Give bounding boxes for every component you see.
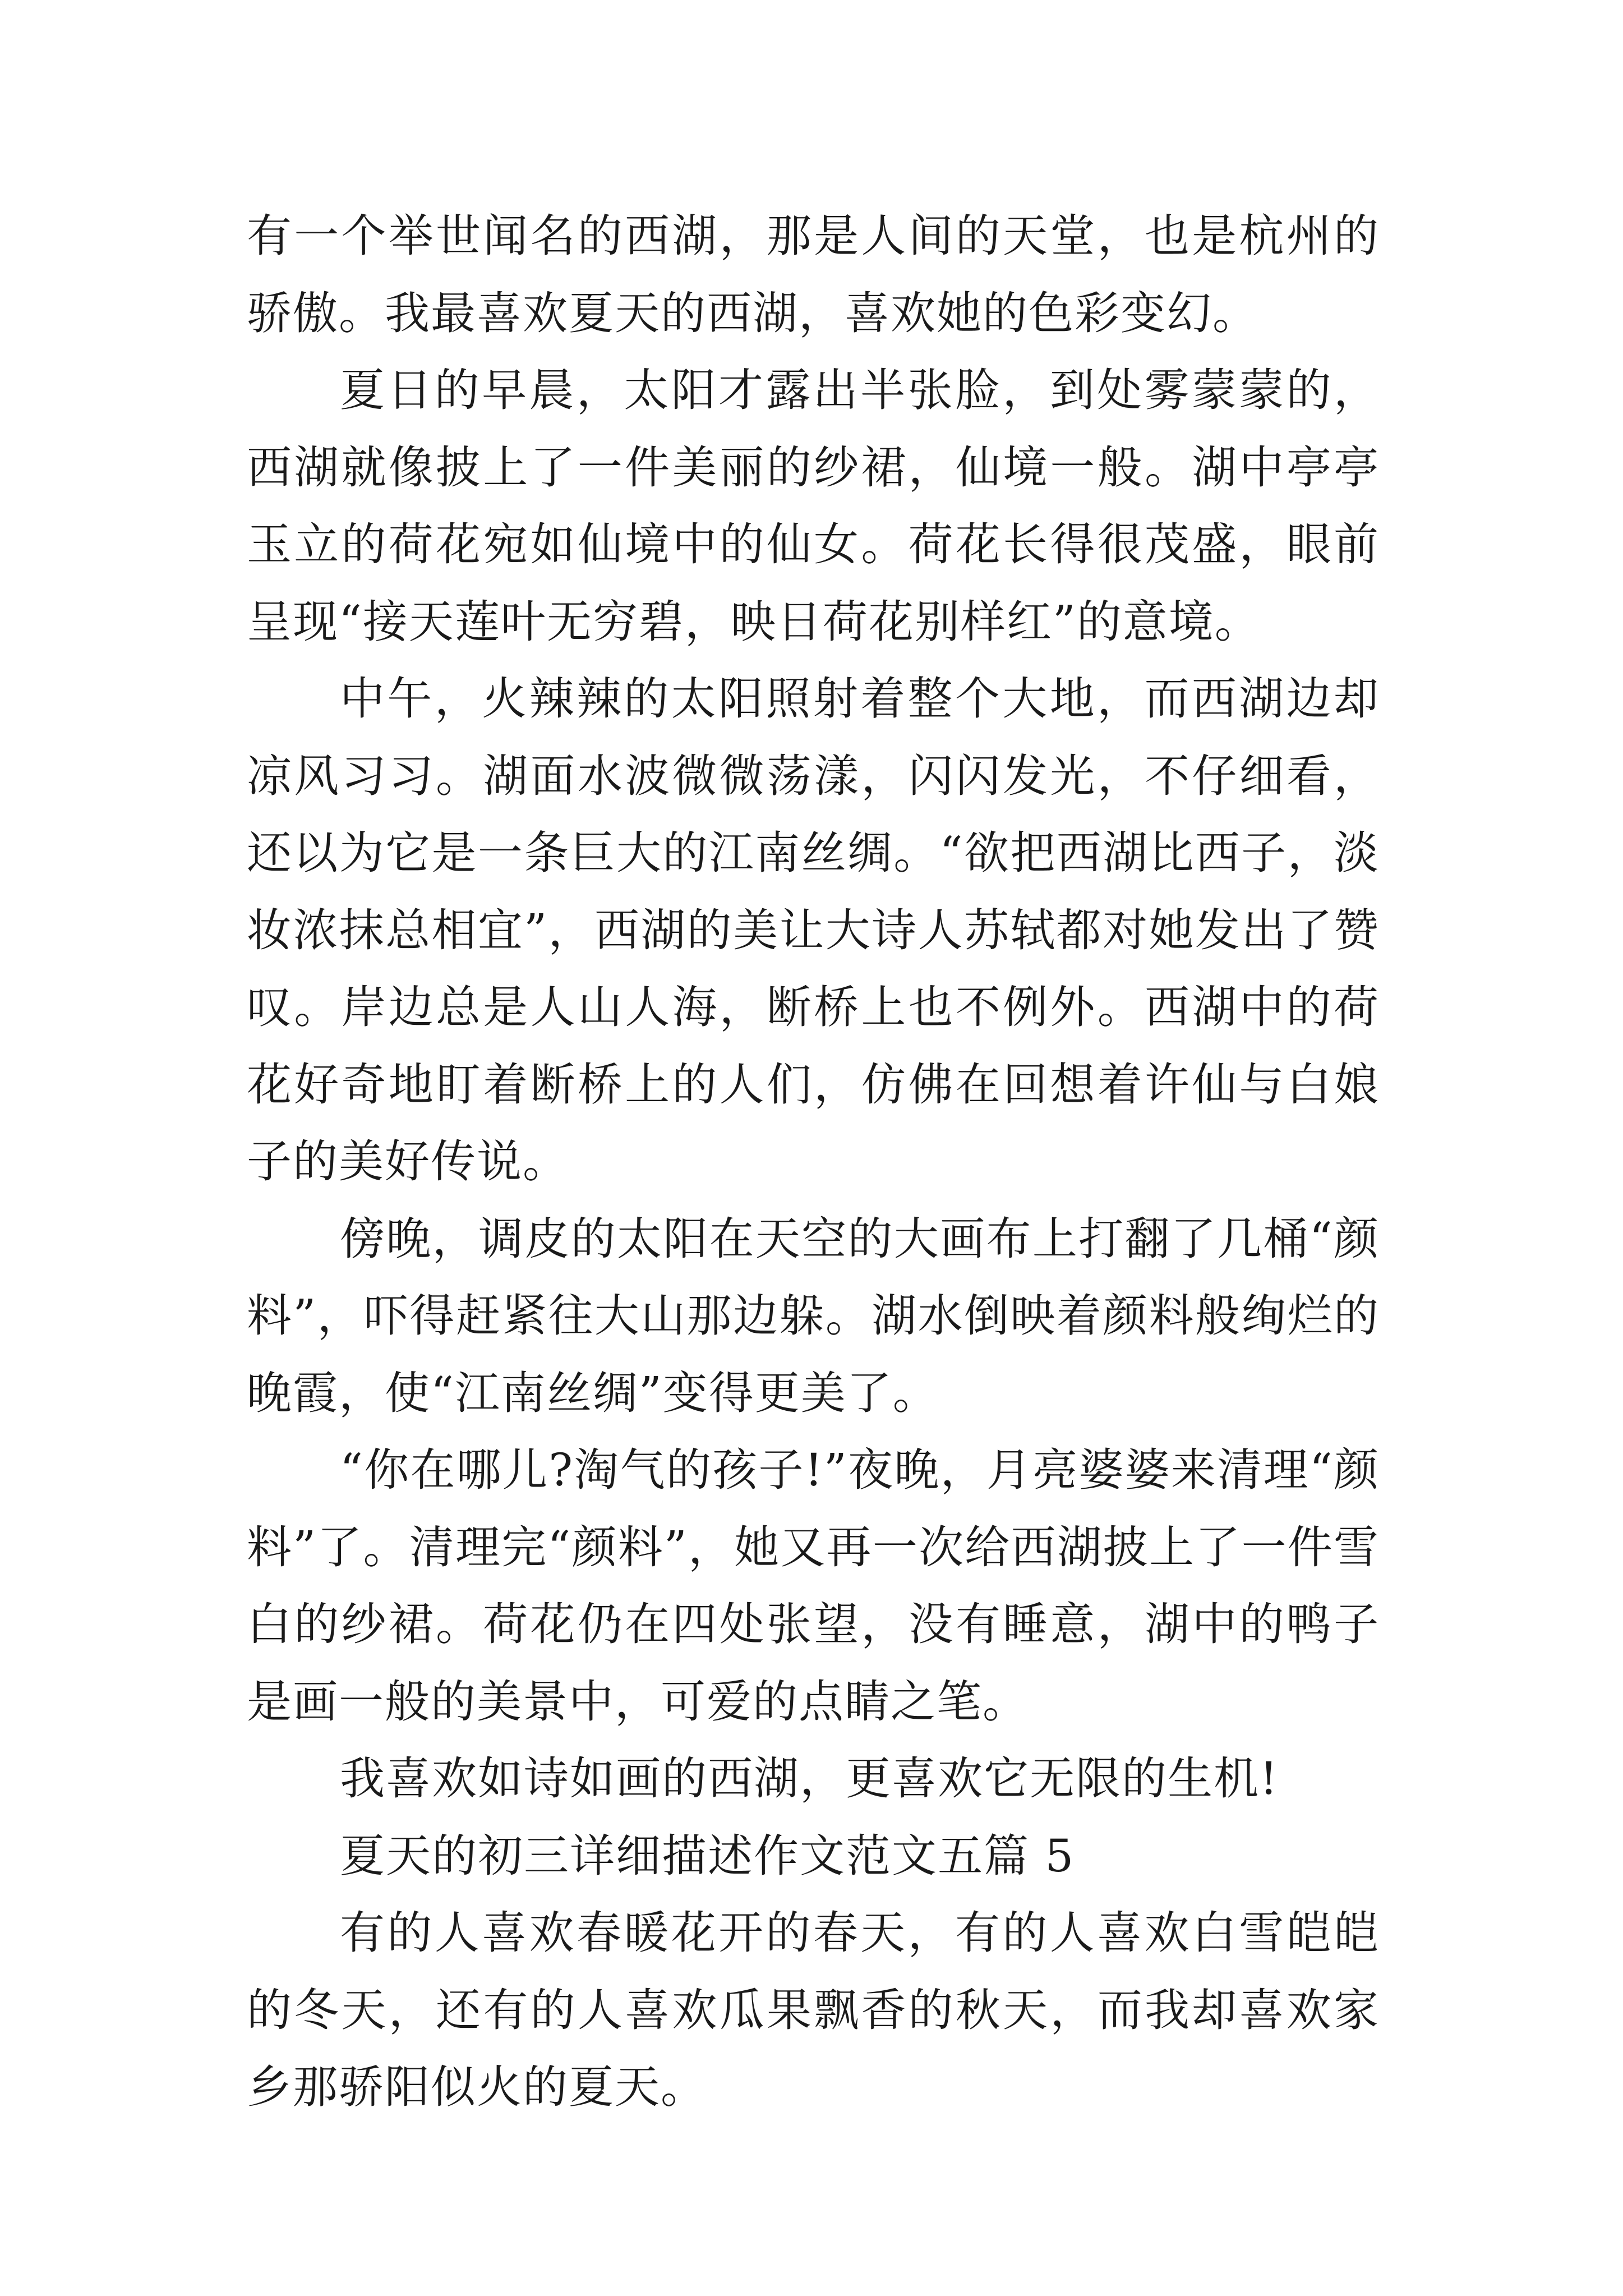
paragraph-night: “你在哪儿?淘气的孩子!”夜晚，月亮婆婆来清理“颜料”了。清理完“颜料”，她又再一次给西湖披上了一件雪白的纱裙。荷花仍在四处张望，没有睡意，湖中的鸭子是画一般的美景中，可爱的点睛之笔。	[247, 1444, 1380, 1728]
document-body	[247, 197, 1380, 2126]
paragraph-new-essay-opening: 有的人喜欢春暖花开的春天，有的人喜欢白雪皑皑的冬天，还有的人喜欢瓜果飘香的秋天，而我却喜欢家乡那骄阳似火的夏天。	[247, 1907, 1380, 2113]
paragraph-noon: 中午，火辣辣的太阳照射着整个大地，而西湖边却凉风习习。湖面水波微微荡漾，闪闪发光，不仔细看，还以为它是一条巨大的江南丝绸。“欲把西湖比西子，淡妆浓抹总相宜”，西湖的美让大诗人苏轼都对她发出了赞叹。岸边总是人山人海，断桥上也不例外。西湖中的荷花好奇地盯着断桥上的人们，仿佛在回想着许仙与白娘子的美好传说。	[247, 673, 1380, 1188]
paragraph-morning: 夏日的早晨，太阳才露出半张脸，到处雾蒙蒙的，西湖就像披上了一件美丽的纱裙，仙境一般。湖中亭亭玉立的荷花宛如仙境中的仙女。荷花长得很茂盛，眼前呈现“接天莲叶无穷碧，映日荷花别样红”的意境。	[247, 364, 1380, 648]
section-heading: 夏天的初三详细描述作文范文五篇 5	[340, 1829, 1075, 1882]
paragraph-evening: 傍晚，调皮的太阳在天空的大画布上打翻了几桶“颜料”，吓得赶紧往大山那边躲。湖水倒映着颜料般绚烂的晚霞，使“江南丝绸”变得更美了。	[247, 1212, 1380, 1419]
paragraph-conclusion: 我喜欢如诗如画的西湖，更喜欢它无限的生机!	[340, 1752, 1279, 1805]
paragraph-intro: 有一个举世闻名的西湖，那是人间的天堂，也是杭州的骄傲。我最喜欢夏天的西湖，喜欢她的色彩变幻。	[247, 210, 1380, 339]
